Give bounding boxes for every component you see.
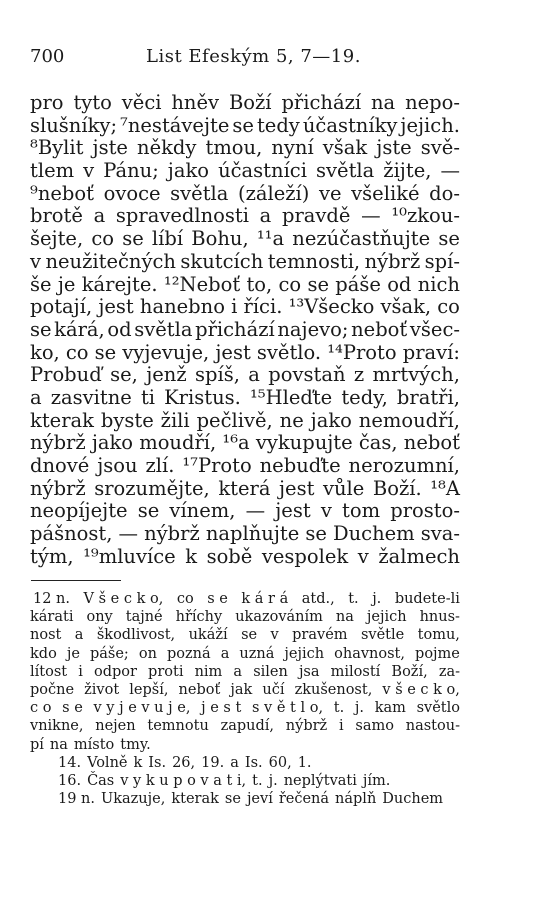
- footnote-word: j.: [268, 772, 278, 789]
- word: Probuď: [30, 363, 102, 387]
- word: do-: [429, 181, 460, 205]
- footnote-word: Is.: [244, 754, 263, 771]
- footnote-word: j.: [372, 591, 382, 607]
- footnote-word: t.: [348, 591, 359, 607]
- word: ko,: [30, 340, 60, 364]
- word: ¹⁸A: [430, 476, 460, 500]
- word: hanebno: [139, 295, 225, 319]
- footnote-word: nost: [30, 627, 62, 644]
- footnote-word: tmy.: [120, 736, 151, 753]
- word: od: [387, 272, 412, 296]
- footnote-word: k á r á: [241, 591, 289, 607]
- footnotes: [30, 590, 460, 808]
- footnote-word: kdo: [30, 645, 57, 662]
- footnote-word: a: [74, 627, 84, 644]
- word: jako: [167, 159, 210, 183]
- word: páše: [335, 272, 381, 296]
- word: tedy: [256, 113, 300, 137]
- footnote-word: milostí: [330, 663, 381, 680]
- word: tlem: [30, 159, 75, 183]
- word: žijte,: [383, 159, 432, 183]
- word: (záleží): [238, 181, 310, 205]
- word: praví:: [402, 340, 460, 364]
- word: dnové: [30, 454, 90, 477]
- footnote-word: budete-li: [394, 591, 460, 607]
- text-line: [30, 478, 460, 501]
- word: jako: [91, 431, 134, 455]
- word: ovoce: [103, 181, 161, 205]
- word: neopíjejte: [30, 499, 128, 523]
- text-line: [30, 251, 460, 274]
- footnote-word: ukazováním: [235, 609, 323, 626]
- word: prosto-: [390, 499, 460, 523]
- word: temnosti,: [267, 249, 361, 273]
- footnote-word: ohavnost,: [334, 645, 405, 662]
- footnote-word: s e: [207, 591, 228, 607]
- footnote-word: řečená: [278, 791, 330, 808]
- footnote-word: temnotu: [147, 718, 209, 735]
- word: i: [231, 295, 238, 319]
- footnote-line: [30, 663, 460, 681]
- word: ¹⁶a: [222, 431, 250, 455]
- word: co: [91, 227, 115, 251]
- word: brotě: [30, 204, 83, 228]
- word: Pánu;: [103, 159, 159, 183]
- word: šejte,: [30, 227, 84, 251]
- footnote-word: 19.: [201, 754, 225, 771]
- word: jste: [92, 136, 128, 160]
- footnote-word: hříchy: [175, 609, 223, 626]
- word: jsou: [97, 454, 138, 477]
- word: pášnost,: [30, 522, 113, 546]
- word: čas,: [358, 431, 398, 455]
- footnote-word: lítost: [30, 663, 68, 680]
- word: v: [357, 544, 369, 568]
- word: přichází: [195, 317, 275, 341]
- word: —: [361, 204, 381, 228]
- word: co: [437, 295, 460, 319]
- text-line: [30, 296, 460, 319]
- word: tedy,: [341, 385, 388, 409]
- footnote-word: nejen: [95, 718, 136, 735]
- word: účastníci: [218, 159, 307, 183]
- word: jest: [215, 340, 251, 364]
- word: vůle: [322, 476, 365, 500]
- text-line: [30, 342, 460, 365]
- footnote-word: t.: [333, 700, 345, 717]
- word: —: [118, 522, 139, 546]
- word: světla: [134, 317, 193, 341]
- text-line: [30, 92, 460, 115]
- footnote-word: za-: [438, 663, 460, 680]
- footnote-line: [30, 772, 460, 790]
- word: pečlivě,: [196, 408, 273, 432]
- word: jest: [275, 499, 311, 523]
- word: spíš,: [194, 363, 240, 387]
- footnote-word: Is.: [148, 754, 167, 771]
- footnote-word: hnus-: [419, 609, 460, 626]
- word: pro: [30, 91, 64, 114]
- footnote-word: 26,: [172, 754, 196, 771]
- word: co: [278, 272, 302, 296]
- word: ¹¹a: [256, 227, 285, 251]
- footnote-word: Čas: [87, 772, 115, 789]
- word: jenž: [146, 363, 187, 387]
- footnote-word: lepší,: [129, 681, 169, 698]
- word: světlo.: [256, 340, 322, 364]
- footnote-word: je: [66, 645, 80, 662]
- footnote-word: proti: [148, 663, 184, 680]
- word: se: [30, 317, 52, 341]
- running-head: List Efeským 5, 7—19.: [146, 46, 361, 67]
- word: Boží: [228, 91, 272, 114]
- footnote-word: jejich: [284, 645, 325, 662]
- footnote-word: v: [270, 627, 279, 644]
- word: přichází: [281, 91, 362, 114]
- word: moudří,: [139, 431, 217, 455]
- footnote-word: učí: [262, 681, 285, 698]
- word: světla: [170, 181, 229, 205]
- word: nýbrž: [364, 249, 421, 273]
- word: všeliké: [351, 181, 420, 205]
- word: slušníky;: [30, 113, 118, 137]
- word: ti: [140, 385, 156, 409]
- word: ¹²Neboť: [163, 272, 241, 296]
- footnote-word: v y j e v u j e,: [93, 700, 191, 717]
- word: na: [371, 91, 396, 114]
- footnote-word: neplýtvati: [283, 772, 357, 789]
- word: a: [93, 204, 106, 228]
- footnote-word: světlo: [416, 700, 460, 717]
- text-line: [30, 432, 460, 455]
- footnote-line: [30, 736, 460, 754]
- word: kterak: [30, 408, 94, 432]
- word: —: [245, 499, 266, 523]
- word: se: [307, 272, 329, 296]
- footnote-word: i: [78, 663, 83, 680]
- footnote-word: počne: [30, 681, 75, 698]
- footnote-word: zapudí,: [220, 718, 275, 735]
- footnote-word: uzná: [239, 645, 275, 662]
- word: se,: [110, 363, 138, 387]
- word: co: [65, 340, 89, 364]
- footnote-word: samo: [355, 718, 394, 735]
- word: je: [57, 272, 76, 296]
- text-line: [30, 137, 460, 160]
- footnote-word: 12 n.: [33, 591, 71, 607]
- page-header: [30, 46, 516, 70]
- word: vínem,: [169, 499, 236, 523]
- word: še: [30, 272, 52, 296]
- footnote-line: [30, 608, 460, 626]
- footnote-word: světle: [360, 627, 405, 644]
- footnote-word: zkušenost,: [294, 681, 373, 698]
- footnote-word: kárati: [30, 609, 74, 626]
- word: se: [137, 499, 160, 523]
- footnote-word: neboť: [178, 681, 221, 698]
- word: se: [232, 113, 254, 137]
- footnote-word: a: [233, 663, 243, 680]
- word: nerozumní,: [348, 454, 460, 477]
- footnote-word: 60,: [268, 754, 292, 771]
- word: se: [122, 227, 144, 251]
- word: od: [107, 317, 132, 341]
- word: ¹⁵Hleďte: [249, 385, 333, 409]
- word: a: [30, 385, 42, 409]
- word: ⁸Bylit: [30, 136, 84, 160]
- footnote-word: Duchem: [382, 791, 444, 808]
- footnote-word: náplň: [335, 791, 377, 808]
- footnote-word: c o: [30, 700, 52, 717]
- word: skutcích: [180, 249, 264, 273]
- footnote-word: Ukazuje,: [101, 791, 166, 808]
- word: spravedlnosti: [115, 204, 249, 228]
- footnote-word: tomu,: [417, 627, 460, 644]
- word: neboť: [403, 431, 460, 455]
- footnote-word: k: [133, 754, 143, 771]
- word: pravdě: [281, 204, 351, 228]
- footnote-word: s v ě t l o,: [252, 700, 324, 717]
- word: a: [259, 204, 272, 228]
- footnote-word: kam: [374, 700, 406, 717]
- word: jest: [279, 476, 315, 500]
- footnote-word: 19 n.: [58, 791, 96, 808]
- word: žalmech: [378, 544, 460, 568]
- word: jest: [98, 295, 134, 319]
- footnote-word: na: [335, 609, 354, 626]
- word: která: [218, 476, 271, 500]
- word: nemoudří,: [358, 408, 460, 432]
- footnote-word: páše;: [89, 645, 129, 662]
- footnote-line: [30, 717, 460, 735]
- page-number: 700: [30, 46, 65, 67]
- footnote-line: [30, 754, 460, 772]
- footnote-word: na: [49, 736, 68, 753]
- word: se: [438, 227, 460, 251]
- word: vyjevuje,: [122, 340, 210, 364]
- word: jako: [310, 408, 352, 432]
- footnote-word: j e s t: [201, 700, 242, 717]
- word: jste: [376, 136, 412, 160]
- word: světla: [316, 159, 375, 183]
- footnote-word: nastou-: [405, 718, 460, 735]
- word: ⁷nestávejte: [120, 113, 230, 137]
- footnote-rule: [31, 580, 121, 581]
- footnote-word: 1.: [297, 754, 312, 771]
- word: a: [248, 363, 260, 387]
- footnote-word: jejich: [366, 609, 407, 626]
- main-text: [30, 92, 460, 568]
- footnote-word: v š e c k o,: [382, 681, 460, 698]
- word: ¹⁴Proto: [327, 340, 397, 364]
- footnote-word: j.: [354, 700, 364, 717]
- footnote-word: místo: [73, 736, 115, 753]
- word: —: [440, 159, 460, 183]
- footnote-word: silen: [253, 663, 288, 680]
- footnote-word: se: [241, 627, 258, 644]
- footnote-word: a: [230, 754, 239, 771]
- footnote-word: 16.: [58, 772, 82, 789]
- footnote-line: [30, 626, 460, 644]
- text-line: [30, 183, 460, 206]
- word: jejich.: [400, 113, 460, 137]
- word: říci.: [243, 295, 283, 319]
- text-line: [30, 387, 460, 410]
- word: v: [320, 499, 332, 523]
- word: spí-: [424, 249, 460, 273]
- footnote-line: [30, 681, 460, 699]
- text-line: [30, 364, 460, 387]
- word: nyní: [271, 136, 314, 160]
- word: žili: [160, 408, 190, 432]
- footnote-word: co: [176, 591, 194, 607]
- word: Kristus.: [164, 385, 241, 409]
- text-line: [30, 160, 460, 183]
- footnote-word: 14.: [58, 754, 82, 771]
- footnote-word: pí: [30, 736, 44, 753]
- word: nebuďte: [259, 454, 341, 477]
- word: však: [322, 136, 368, 160]
- word: ve: [319, 181, 342, 205]
- footnote-word: jím.: [362, 772, 391, 789]
- footnote-word: se: [224, 791, 241, 808]
- footnote-word: škodlivost,: [96, 627, 176, 644]
- text-line: [30, 274, 460, 297]
- footnote-line: [30, 790, 460, 808]
- text-line: [30, 500, 460, 523]
- text-line: [30, 546, 460, 569]
- footnote-word: vnikne,: [30, 718, 84, 735]
- footnote-word: pozná: [167, 645, 211, 662]
- text-line: [30, 228, 460, 251]
- text-line: [30, 319, 460, 342]
- word: sva-: [420, 522, 460, 546]
- footnote-word: atd.,: [301, 591, 335, 607]
- word: povstaň: [268, 363, 346, 387]
- word: někdy: [137, 136, 197, 160]
- word: Duchem: [332, 522, 415, 546]
- word: vespolek: [261, 544, 349, 568]
- footnote-word: ukáží: [188, 627, 228, 644]
- word: svě-: [420, 136, 460, 160]
- word: naplňujte: [205, 522, 300, 546]
- word: potají,: [30, 295, 93, 319]
- footnote-line: [30, 699, 460, 717]
- word: kárejte.: [81, 272, 158, 296]
- text-line: [30, 523, 460, 546]
- text-line: [30, 455, 460, 478]
- footnote-word: Boží,: [391, 663, 428, 680]
- footnote-word: Volně: [87, 754, 128, 771]
- word: však,: [380, 295, 432, 319]
- word: bratři,: [396, 385, 460, 409]
- footnote-word: on: [138, 645, 157, 662]
- word: vykupujte: [255, 431, 353, 455]
- word: Bohu,: [191, 227, 249, 251]
- word: srozumějte,: [94, 476, 210, 500]
- footnote-word: jak: [230, 681, 253, 698]
- word: nýbrž: [30, 431, 86, 455]
- word: byste: [100, 408, 154, 432]
- word: tom: [342, 499, 381, 523]
- word: nepo-: [405, 91, 460, 114]
- word: zasvitne: [50, 385, 132, 409]
- footnote-word: ony: [86, 609, 113, 626]
- footnote-word: t.: [252, 772, 263, 789]
- word: ne: [279, 408, 304, 432]
- word: najevo;: [277, 317, 349, 341]
- text-line: [30, 205, 460, 228]
- word: nýbrž: [30, 476, 86, 500]
- word: v: [83, 159, 95, 183]
- word: věci: [121, 91, 162, 114]
- word: neboť: [351, 317, 408, 341]
- word: tým,: [30, 544, 74, 568]
- word: ¹³Všecko: [288, 295, 375, 319]
- word: tmou,: [205, 136, 263, 160]
- word: mrtvých,: [372, 363, 460, 387]
- footnote-word: nim: [194, 663, 223, 680]
- word: hněv: [171, 91, 220, 114]
- word: nezúčastňujte: [292, 227, 431, 251]
- footnote-word: jsa: [298, 663, 320, 680]
- footnote-word: nýbrž: [285, 718, 328, 735]
- footnote-line: [30, 590, 460, 608]
- word: nich: [417, 272, 460, 296]
- word: nýbrž: [144, 522, 200, 546]
- word: v: [30, 249, 42, 273]
- text-line: [30, 410, 460, 433]
- footnote-word: odpor: [93, 663, 137, 680]
- word: zlí.: [145, 454, 175, 477]
- word: líbí: [151, 227, 184, 251]
- word: sobě: [206, 544, 253, 568]
- word: všec-: [409, 317, 460, 341]
- footnote-word: pravém: [292, 627, 348, 644]
- word: kárá,: [54, 317, 105, 341]
- footnote-word: s e: [62, 700, 83, 717]
- text-line: [30, 115, 460, 138]
- footnote-word: jeví: [246, 791, 273, 808]
- word: ⁹neboť: [30, 181, 94, 205]
- word: ¹⁹mluvíce: [83, 544, 176, 568]
- word: ¹⁷Proto: [182, 454, 252, 477]
- word: z: [353, 363, 365, 387]
- footnote-word: V š e c k o,: [83, 591, 164, 607]
- word: účastníky: [302, 113, 398, 137]
- footnote-word: i: [338, 718, 344, 735]
- word: k: [185, 544, 198, 568]
- word: se: [305, 522, 327, 546]
- word: neužitečných: [45, 249, 176, 273]
- footnote-line: [30, 645, 460, 663]
- footnote-word: tajné: [125, 609, 163, 626]
- word: ¹⁰zkou-: [391, 204, 460, 228]
- footnote-word: a: [220, 645, 230, 662]
- word: to,: [246, 272, 273, 296]
- word: tyto: [73, 91, 112, 114]
- word: Boží.: [372, 476, 422, 500]
- word: se: [94, 340, 117, 364]
- footnote-word: pojme: [415, 645, 460, 662]
- footnote-word: v y k u p o v a t i,: [120, 772, 247, 789]
- footnote-word: kterak: [171, 791, 219, 808]
- footnote-word: život: [84, 681, 120, 698]
